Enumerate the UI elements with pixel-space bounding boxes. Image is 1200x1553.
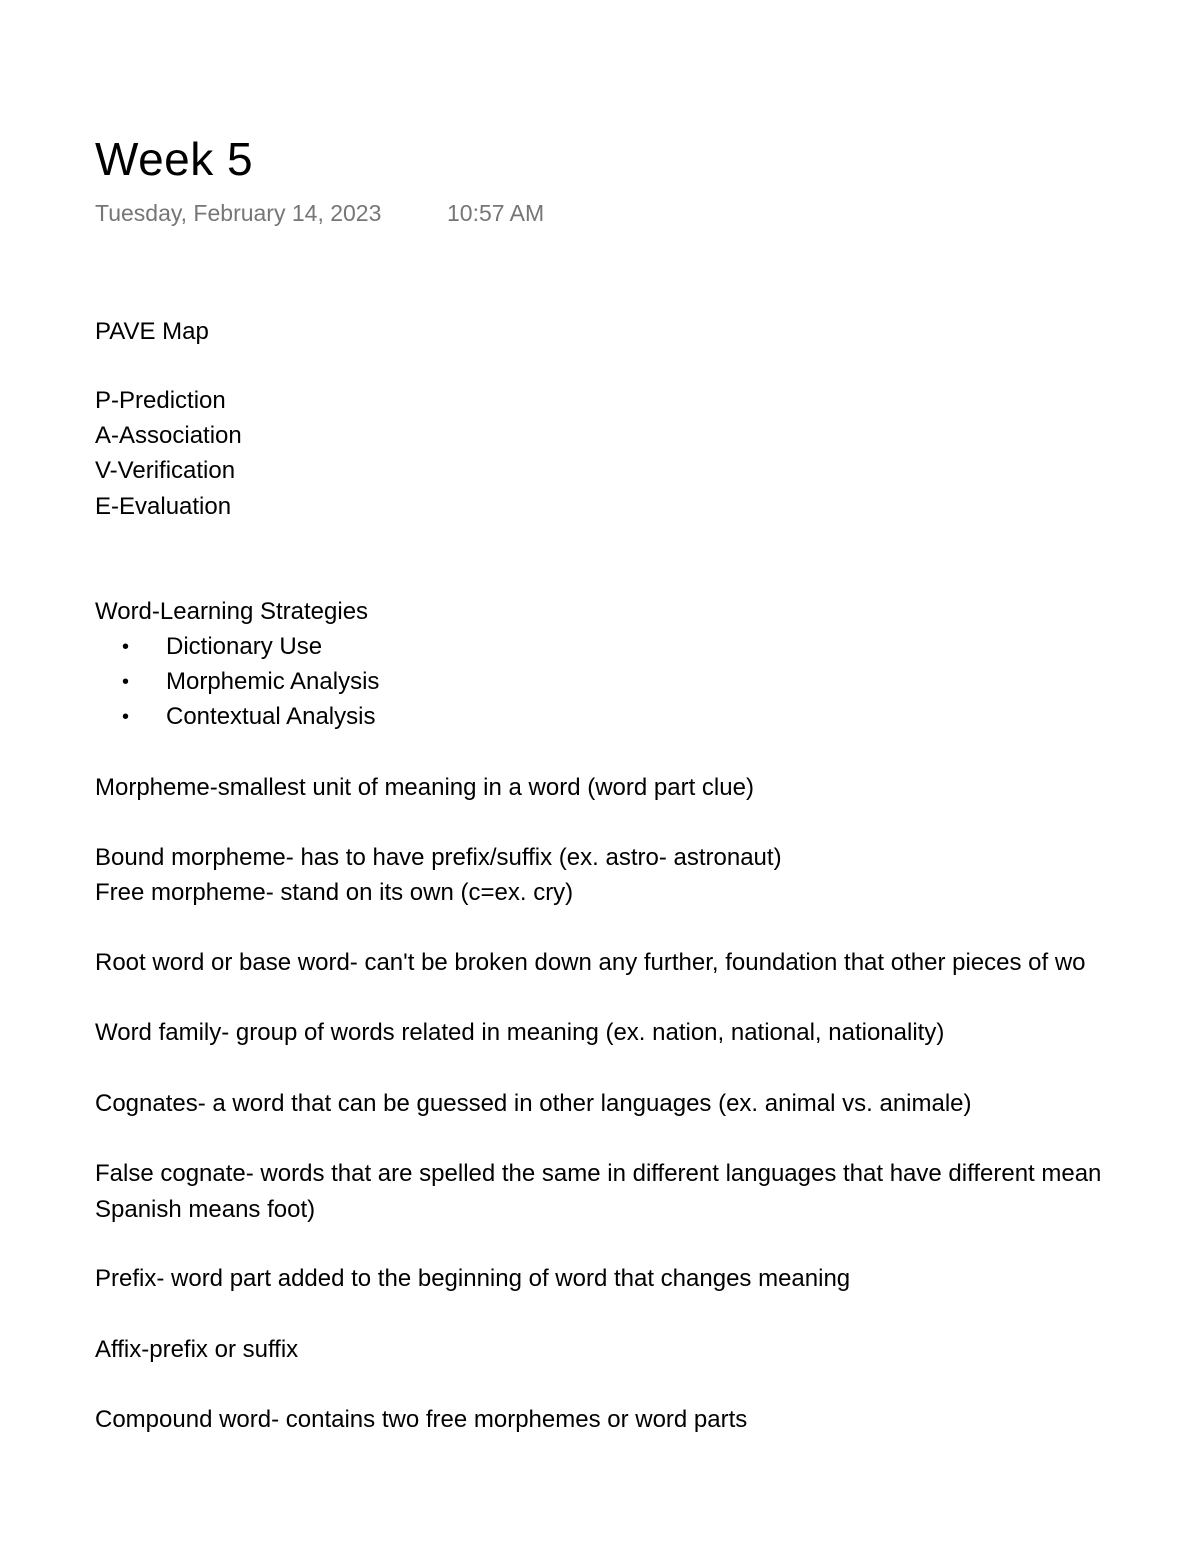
note-date: Tuesday, February 14, 2023: [95, 200, 382, 226]
definition-affix: Affix-prefix or suffix: [95, 1336, 299, 1363]
definition-false-cognate: False cognate- words that are spelled the same in different languages that have different mean: [95, 1160, 1102, 1187]
bullet-icon: •: [122, 671, 130, 693]
definition-false-cognate-cont: Spanish means foot): [95, 1196, 316, 1223]
strategy-item-morphemic: Morphemic Analysis: [166, 668, 380, 695]
pave-heading: PAVE Map: [95, 318, 209, 345]
pave-item-e: E-Evaluation: [95, 493, 232, 520]
definition-free-morpheme: Free morpheme- stand on its own (c=ex. cry): [95, 879, 574, 906]
definition-prefix: Prefix- word part added to the beginning of word that changes meaning: [95, 1265, 851, 1292]
definition-bound-morpheme: Bound morpheme- has to have prefix/suffix (ex. astro- astronaut): [95, 844, 782, 871]
definition-compound-word: Compound word- contains two free morphemes or word parts: [95, 1406, 748, 1433]
definition-morpheme: Morpheme-smallest unit of meaning in a word (word part clue): [95, 774, 754, 801]
definition-root-word: Root word or base word- can't be broken down any further, foundation that other pieces of wo: [95, 949, 1086, 976]
bullet-icon: •: [122, 636, 130, 658]
bullet-icon: •: [122, 706, 130, 728]
pave-item-p: P-Prediction: [95, 387, 226, 414]
pave-item-a: A-Association: [95, 422, 242, 449]
strategy-item-dictionary: Dictionary Use: [166, 633, 323, 660]
note-time: 10:57 AM: [447, 200, 545, 226]
strategies-heading: Word-Learning Strategies: [95, 598, 369, 625]
pave-item-v: V-Verification: [95, 457, 236, 484]
strategy-item-contextual: Contextual Analysis: [166, 703, 376, 730]
page-title: Week 5: [95, 133, 254, 185]
definition-word-family: Word family- group of words related in meaning (ex. nation, national, nationality): [95, 1019, 945, 1046]
definition-cognates: Cognates- a word that can be guessed in other languages (ex. animal vs. animale): [95, 1090, 972, 1117]
